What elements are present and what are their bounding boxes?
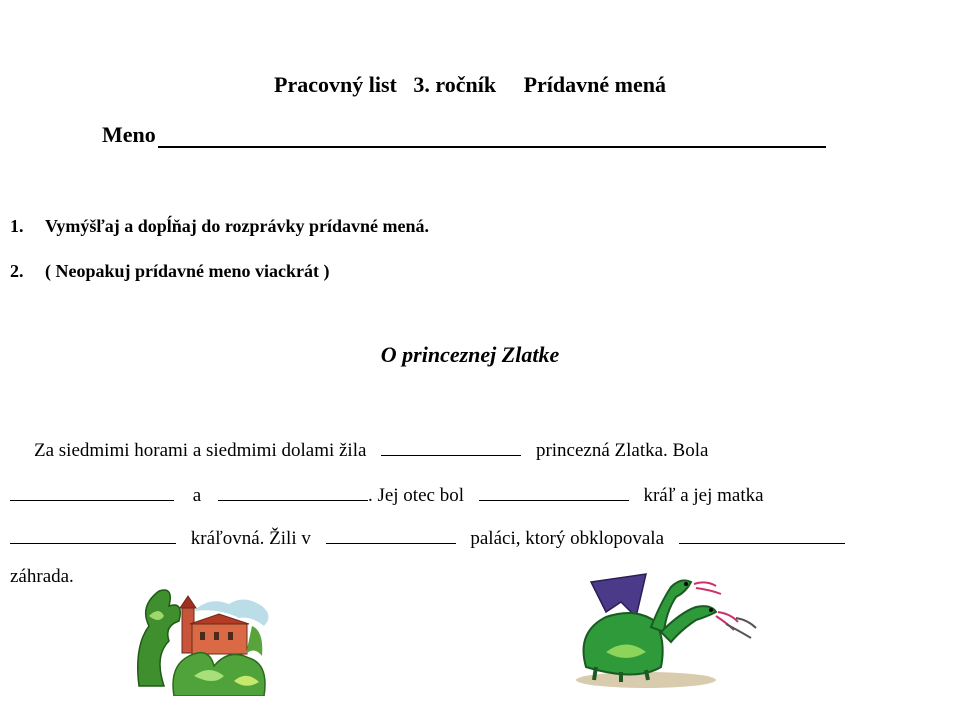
instruction-number: 2. [10,261,24,281]
story-line-4 [10,566,74,588]
story-text: . Jej otec bol [367,485,464,506]
title-topic: Prídavné mená [523,72,666,97]
title-grade: 3. ročník [413,72,497,97]
blank-field[interactable] [381,436,521,456]
instruction-1 [10,216,429,237]
name-label: Meno [102,122,156,147]
page-title [0,72,940,98]
story-line-2 [10,481,764,507]
story-line-1 [34,436,708,462]
blank-field[interactable] [479,481,629,501]
blank-field[interactable] [218,481,368,501]
story-text: kráľ a jej matka [643,485,764,506]
instruction-2 [10,261,330,282]
castle-garden-image [134,586,274,696]
blank-field[interactable] [679,524,845,544]
instruction-text: Vymýšľaj a dopĺňaj do rozprávky prídavné mená. [45,216,429,236]
story-text: princezná Zlatka. Bola [535,440,709,461]
title-worksheet: Pracovný list [274,72,397,97]
story-title: O princeznej Zlatke [380,342,560,367]
story-line-3 [10,524,845,550]
blank-field[interactable] [10,481,174,501]
story-text: Za siedmimi horami a siedmimi dolami žila [34,440,367,461]
name-row [102,122,826,148]
story-text: a [192,485,202,506]
blank-field[interactable] [326,524,456,544]
instruction-number: 1. [10,216,24,236]
name-field[interactable] [158,122,826,148]
blank-field[interactable] [10,524,176,544]
story-text: paláci, ktorý obklopovala [470,528,664,549]
story-text: kráľovná. Žili v [190,528,311,549]
story-text: záhrada. [10,566,74,587]
green-dragon-image [566,572,766,692]
instruction-text: ( Neopakuj prídavné meno viackrát ) [45,261,330,281]
